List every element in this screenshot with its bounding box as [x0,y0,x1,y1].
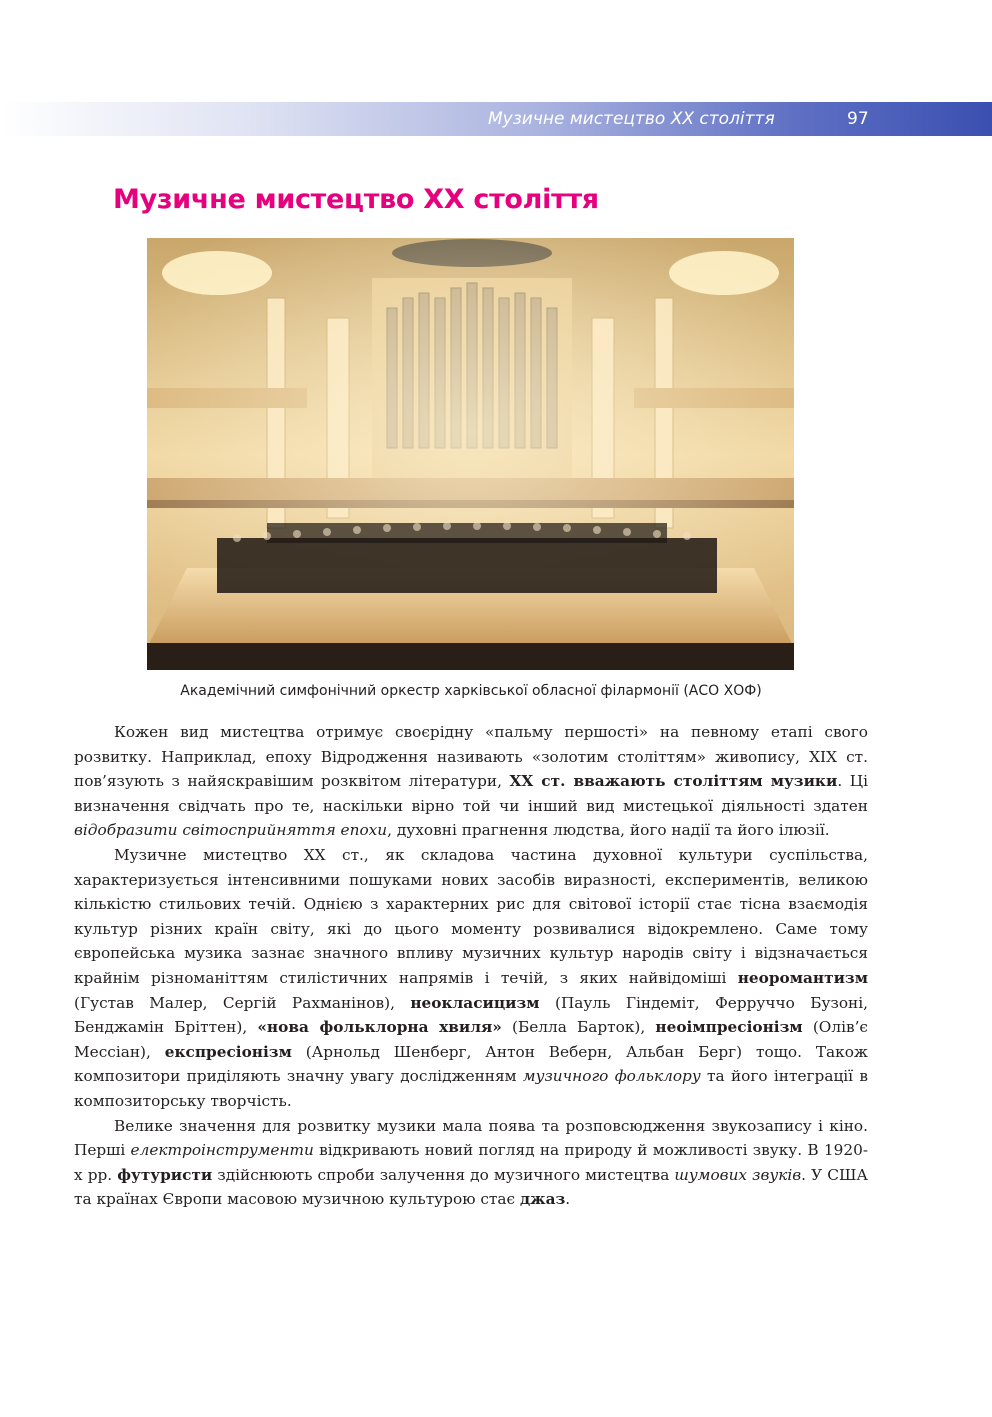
text-run: та його інтеграції в композиторську творчість. [74,1067,868,1110]
text-run: здійснюють спроби залучення до музичного мистецтва [212,1165,675,1184]
text-run: (Густав Малер, Сергій Рахманінов), [74,993,411,1012]
bold-term: неоімпресіонізм [655,1018,803,1037]
paragraph-2 [74,843,868,1114]
text-run: . [565,1190,571,1209]
text-run: (Арнольд Шенберг, Антон Веберн, Альбан Берг) тощо. Також композитори приділяють значну увагу дослідженням [74,1042,868,1086]
bold-term: джаз [519,1190,566,1209]
italic-term: музичного фольклору [522,1067,701,1086]
bold-term: «нова фольклорна хвиля» [257,1018,502,1037]
bold-term: футуристи [117,1165,213,1184]
bold-term: неоромантизм [737,968,868,987]
paragraph-3 [74,1114,868,1212]
text-run: Кожен вид мистецтва отримує своєрідну «пальму першості» на певному етапі свого розвитку. Наприклад, епоху Відродження називають «золотим століттям» живопису, XIX ст. пов’язують з найяскравішим розквітом літератури, [74,723,868,791]
body-text [74,720,868,1212]
bold-term: експресіонізм [164,1042,292,1061]
italic-term: шумових звуків [674,1165,802,1184]
running-header-title: Музичне мистецтво XX століття [488,109,775,129]
text-run: (Белла Барток), [501,1018,656,1037]
bold-term: неокласицизм [410,993,540,1012]
paragraph-1 [74,720,868,843]
bold-term: XX ст. вважають століттям музики [509,772,838,791]
text-run: . У США та країнах Європи масовою музичною культурою стає [74,1165,868,1209]
text-run: Велике значення для розвитку музики мала поява та розповсюдження звукозапису і кіно. Перші [74,1116,868,1160]
text-run: (Пауль Гіндеміт, Ферруччо Бузоні, Бенджамін Бріттен), [74,993,868,1037]
text-run: Музичне мистецтво XX ст., як складова частина духовної культури суспільства, характеризується інтенсивними пошуками нових засобів виразності, експериментів, великою кількістю стильових течій. Однією з характерних рис для світової історії стає тісна взаємодія культур різних країн світу, які до цього моменту розвивалися відокремлено. Саме тому європейська музика зазнає значного впливу музичних культур народів світу і відзначається крайнім різноманіттям стилістичних напрямів і течій, з яких найвідоміші [74,845,868,987]
orchestra-photo [147,238,794,670]
italic-term: електроінструменти [130,1141,314,1160]
page-number: 97 [847,109,869,129]
concert-hall-illustration [147,238,794,670]
photo-caption: Академічний симфонічний оркестр харківської обласної філармонії (АСО ХОФ) [180,683,762,699]
text-run: (Олів’є Мессіан), [74,1018,868,1061]
text-run: відкривають новий погляд на природу й можливості звуку. В 1920-х рр. [74,1141,868,1184]
chapter-title: Музичне мистецтво XX століття [113,184,599,215]
text-run: . Ці визначення свідчать про те, наскільки вірно той чи інший вид мистецької діяльності здатен [74,772,868,815]
text-run: , духовні прагнення людства, його надії та його ілюзії. [387,821,830,840]
italic-term: відобразити світосприйняття епохи [74,821,388,840]
